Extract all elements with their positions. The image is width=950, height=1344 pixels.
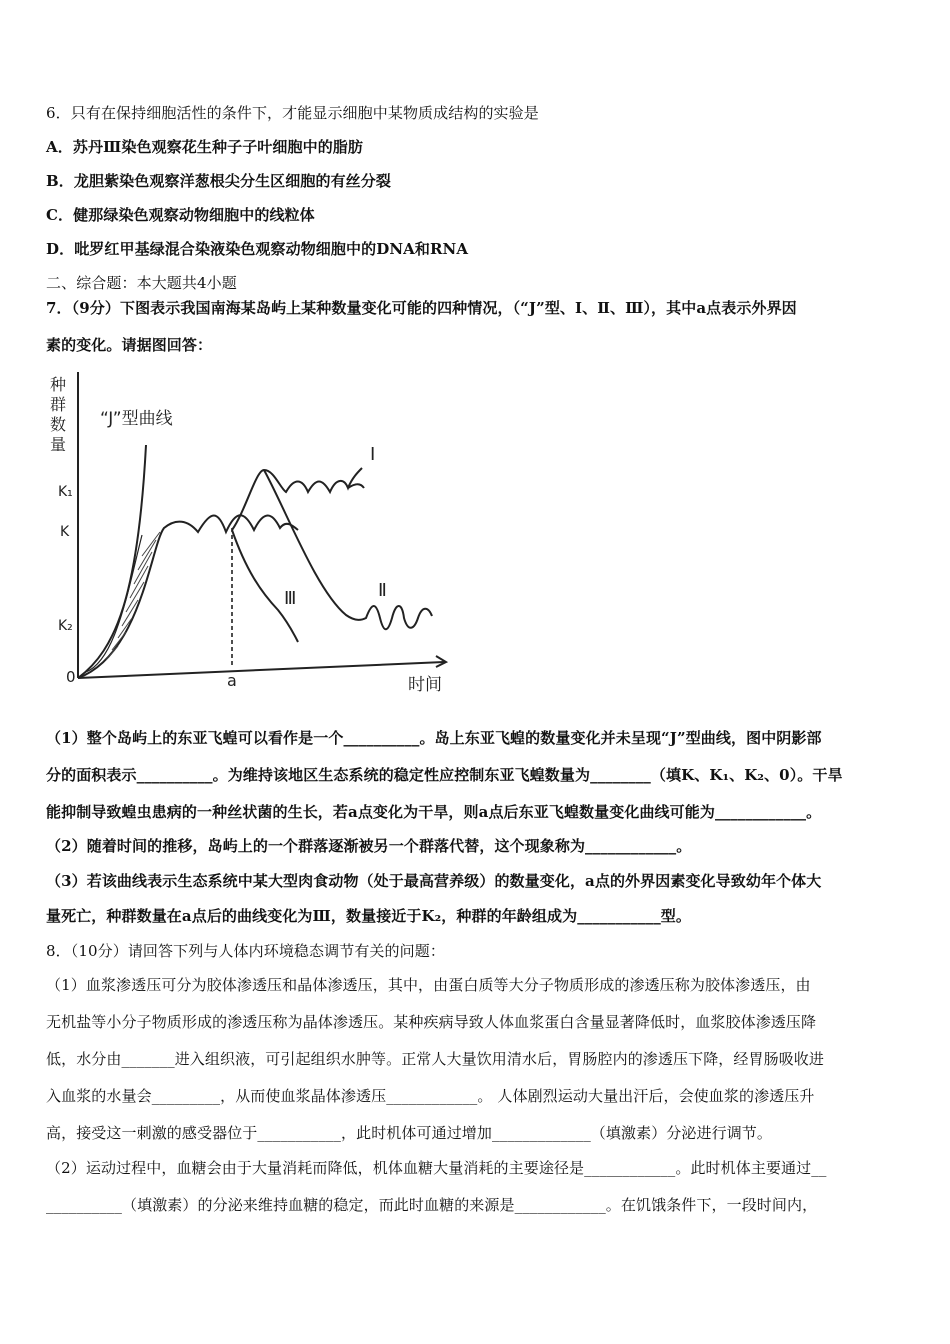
q8-part1-line1: （1）血浆渗透压可分为胶体渗透压和晶体渗透压，其中，由蛋白质等大分子物质形成的渗透压称为胶体渗透压，由 [46,976,811,994]
q8-part1-line2: 无机盐等小分子物质形成的渗透压称为晶体渗透压。某种疾病导致人体血浆蛋白含量显著降低时，血浆胶体渗透压降 [46,1013,817,1031]
q6-option-b: B．龙胆紫染色观察洋葱根尖分生区细胞的有丝分裂 [46,172,391,190]
y-tick-k2: K₂ [58,618,73,634]
population-curve-figure [46,360,466,710]
x-axis-label: 时间 [408,675,442,695]
x-axis [78,662,444,678]
q6-option-d: D．吡罗红甲基绿混合染液染色观察动物细胞中的DNA和RNA [46,240,469,258]
y-tick-k1: K₁ [58,484,73,500]
label-curve-i: Ⅰ [370,444,376,465]
q7-part1-line1: （1）整个岛屿上的东亚飞蝗可以看作是一个__________。岛上东亚飞蝗的数量变化并未呈现“J”型曲线，图中阴影部 [46,729,822,747]
q8-part1-line5: 高，接受这一刺激的感受器位于___________，此时机体可通过增加_____________（填激素）分泌进行调节。 [46,1124,773,1142]
y-tick-k: K [60,524,70,540]
q6-option-c: C．健那绿染色观察动物细胞中的线粒体 [46,206,315,224]
label-curve-ii: Ⅱ [378,580,387,601]
q7-part1-line2: 分的面积表示__________。为维持该地区生态系统的稳定性应控制东亚飞蝗数量为________（填K、K₁、K₂、0）。干旱 [46,766,843,784]
q7-part3-line1: （3）若该曲线表示生态系统中某大型肉食动物（处于最高营养级）的数量变化，a点的外界因素变化导致幼年个体大 [46,872,822,890]
label-curve-iii: Ⅲ [284,588,297,609]
q8-part2-line2: __________（填激素）的分泌来维持血糖的稳定，而此时血糖的来源是____________。在饥饿条件下，一段时间内， [46,1196,818,1214]
q6-stem: 6．只有在保持细胞活性的条件下，才能显示细胞中某物质成结构的实验是 [46,104,539,122]
x-tick-a: a [227,671,237,690]
q6-option-a: A．苏丹Ⅲ染色观察花生种子子叶细胞中的脂肪 [46,138,364,156]
y-label-char-1: 种 [50,375,67,394]
y-tick-0: 0 [66,668,76,686]
q8-part1-line4: 入血浆的水量会_________，从而使血浆晶体渗透压____________。 人体剧烈运动大量出汗后，会使血浆的渗透压升 [46,1087,815,1105]
curve-i [232,468,364,530]
q7-stem-line2: 素的变化。请据图回答： [46,336,213,354]
q7-stem-line1: 7．（9分）下图表示我国南海某岛屿上某种数量变化可能的四种情况，（“J”型、Ⅰ、Ⅱ、Ⅲ），其中a点表示外界因 [46,299,797,317]
y-label-char-4: 量 [50,435,67,454]
q8-stem: 8．（10分）请回答下列与人体内环境稳态调节有关的问题： [46,942,445,960]
shaded-region [106,532,160,660]
q7-part1-line3: 能抑制导致蝗虫患病的一种丝状菌的生长，若a点变化为干旱，则a点后东亚飞蝗数量变化曲线可能为____________。 [46,803,822,821]
y-label-char-2: 群 [50,395,67,414]
q7-part3-line2: 量死亡，种群数量在a点后的曲线变化为Ⅲ，数量接近于K₂，种群的年龄组成为___________型。 [46,907,691,925]
q8-part2-line1: （2）运动过程中，血糖会由于大量消耗而降低，机体血糖大量消耗的主要途径是____________。此时机体主要通过__ [46,1159,827,1177]
q7-part2: （2）随着时间的推移，岛屿上的一个群落逐渐被另一个群落代替，这个现象称为____________。 [46,837,692,855]
q8-part1-line3: 低，水分由_______进入组织液，可引起组织水肿等。正常人大量饮用清水后，胃肠腔内的渗透压下降，经胃肠吸收进 [46,1050,825,1068]
curve-iii [232,530,298,642]
label-j-curve: “J”型曲线 [100,409,173,429]
section-heading: 二、综合题：本大题共4小题 [46,274,237,292]
y-label-char-3: 数 [50,415,67,434]
